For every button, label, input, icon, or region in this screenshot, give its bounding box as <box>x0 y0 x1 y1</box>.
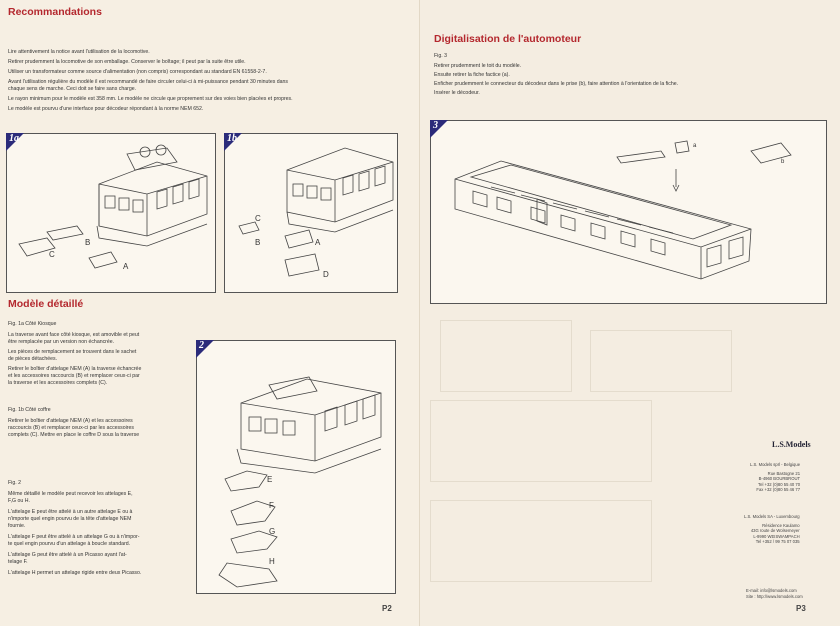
step-line: Insérer le décodeur. <box>434 90 480 96</box>
rec-line: Le modèle est pourvu d'une interface pour décodeur répondant à la norme NEM 652. <box>8 106 204 112</box>
address-line: Tel +32 (0)80 55 40 70 <box>758 481 801 487</box>
address-line: B-4960 BOURBROUT <box>758 476 801 482</box>
rec-line: chaque sens de marche. Ceci doit se faire sans charge. <box>8 86 137 92</box>
locomotive-coffre-drawing <box>225 134 397 292</box>
figure-3-number: 3 <box>433 120 438 131</box>
rec-line: Retirer prudemment la locomotive de son emballage. Conserver le boîtage; il peut par la suite être utile. <box>8 59 246 65</box>
figure-1a-number: 1a <box>9 133 19 144</box>
address-line: Rue Bastogne 21 <box>767 470 801 476</box>
address-line: Fax +32 (0)80 55 46 77 <box>756 487 801 493</box>
fig1a-description <box>8 321 141 387</box>
address-line: L.S. Models SA - Luxembourg <box>744 514 800 519</box>
figure-3 <box>430 120 827 304</box>
text-line: complets (C). Mettre en place le coffre D sous la traverse <box>8 432 140 438</box>
text-line: Les pièces de remplacement se trouvent dans le sachet <box>8 349 137 355</box>
text-line: de pièces détachées. <box>8 356 58 362</box>
text-line: La traverse avant face côté kiosque, est amovible et peut <box>8 332 140 338</box>
digitalisation-title: Digitalisation de l'automoteur <box>434 33 582 45</box>
figure-1b <box>224 133 398 293</box>
figure-1b-number: 1b <box>227 133 237 144</box>
text-line: n'importe quel engin pourvu de la tête d'attelage NEM <box>8 516 132 522</box>
label-g: G <box>269 527 276 536</box>
text-line: L'attelage G peut être attelé à un Picasso ayant l'at- <box>8 552 127 558</box>
step-line: Retirer prudemment le toit du modèle. <box>434 63 522 69</box>
text-line: L'attelage E peut être attelé à un autre attelage E ou à <box>8 509 133 515</box>
label-b: b <box>781 159 785 165</box>
label-a: A <box>123 262 129 271</box>
fig1b-description <box>8 407 139 439</box>
fig2-description <box>8 480 141 577</box>
caption: Fig. 2 <box>8 480 21 486</box>
locomotive-couplers-drawing <box>197 341 395 593</box>
label-c: C <box>255 214 261 223</box>
label-b: B <box>255 238 261 247</box>
digitalisation-steps <box>434 53 678 97</box>
label-b: B <box>85 238 91 247</box>
address-line: Tel +352 / 99 75 07 035 <box>755 539 800 545</box>
text-line: telage F. <box>8 559 28 565</box>
right-page <box>420 0 840 626</box>
label-a: a <box>693 143 697 149</box>
address-line: 43G route de Wolsemeyer <box>750 528 800 534</box>
bleed-through-shape <box>440 320 572 392</box>
address-line: Résidence Kaulamo <box>762 522 800 528</box>
caption: Fig. 3 <box>434 53 447 59</box>
text-line: F,G ou H. <box>8 498 30 504</box>
text-line: la traverse et les accessoires complets (C). <box>8 380 108 386</box>
address-belgium <box>750 462 800 493</box>
text-line: te quel engin pourvu d'un attelage à boucle standard. <box>8 541 131 547</box>
label-a: A <box>315 238 321 247</box>
label-f: F <box>269 501 274 510</box>
detail-title: Modèle détaillé <box>8 298 84 310</box>
recommendations-title: Recommandations <box>8 6 102 18</box>
page-number: P3 <box>796 604 806 613</box>
label-c: C <box>49 250 55 259</box>
step-line: Ensuite retirer la fiche factice (a). <box>434 72 510 78</box>
locomotive-kiosk-drawing <box>7 134 215 292</box>
figure-2 <box>196 340 396 594</box>
address-line: L.S. Models sprl - Belgique <box>750 462 801 467</box>
rec-line: Utiliser un transformateur comme source d'alimentation (non compris) correspondant au standard EN 61558-2-7. <box>8 69 267 75</box>
label-h: H <box>269 557 275 566</box>
text-line: et les accessoires raccourcis (B) et remplacer ceux-ci par <box>8 373 140 379</box>
email-link[interactable]: E-mail: info@lsmodels.com <box>746 588 797 593</box>
rec-line: Lire attentivement la notice avant l'utilisation de la locomotive. <box>8 49 150 55</box>
caption: Fig. 1a Côté Kiosque <box>8 321 57 327</box>
label-d: D <box>323 270 329 279</box>
rec-line: Le rayon minimum pour le modèle est 358 mm. Le modèle ne circule que proprement sur des voies bien placées et propres. <box>8 96 293 102</box>
text-line: fournie. <box>8 523 26 529</box>
rec-line: Avant l'utilisation régulière du modèle il est recommandé de faire circuler celui-ci à mi-puissance pendant 30 minutes dans <box>8 79 289 85</box>
bleed-through-shape <box>430 400 652 482</box>
ls-models-logo: L.S.Models <box>772 440 811 449</box>
label-e: E <box>267 475 273 484</box>
address-line: L-9990 WEISWAMPACH <box>753 533 800 539</box>
text-line: L'attelage H permet un attelage rigide entre deux Picasso. <box>8 570 142 576</box>
text-line: Retirer le boîtier d'attelage NEM (A) la traverse échancrée <box>8 366 142 372</box>
text-line: être remplacée par un version non échancrée. <box>8 339 115 345</box>
text-line: L'attelage F peut être attelé à un attelage G ou à n'impor- <box>8 534 140 540</box>
figure-1a <box>6 133 216 293</box>
caption: Fig. 1b Côté coffre <box>8 407 51 413</box>
bleed-through-shape <box>590 330 732 392</box>
text-line: Retirer le boîtier d'attelage NEM (A) et les accessoires <box>8 418 133 424</box>
text-line: raccourcis (B) et remplacer ceux-ci par les accessoires <box>8 425 134 431</box>
contact-info <box>746 588 803 599</box>
recommendations-text <box>8 49 293 113</box>
website-link[interactable]: Site : http://www.lsmodels.com <box>746 593 803 599</box>
page-number: P2 <box>382 604 392 613</box>
bleed-through-shape <box>430 500 652 582</box>
railcar-decoder-drawing <box>431 121 826 303</box>
address-luxembourg <box>744 514 800 545</box>
text-line: Même détaillé le modèle peut recevoir les attelages E, <box>8 491 133 497</box>
figure-2-number: 2 <box>199 340 204 351</box>
step-line: Enficher prudemment le connecteur du décodeur dans le prise (b), faire attention à l'orientation de la fiche. <box>434 81 679 87</box>
